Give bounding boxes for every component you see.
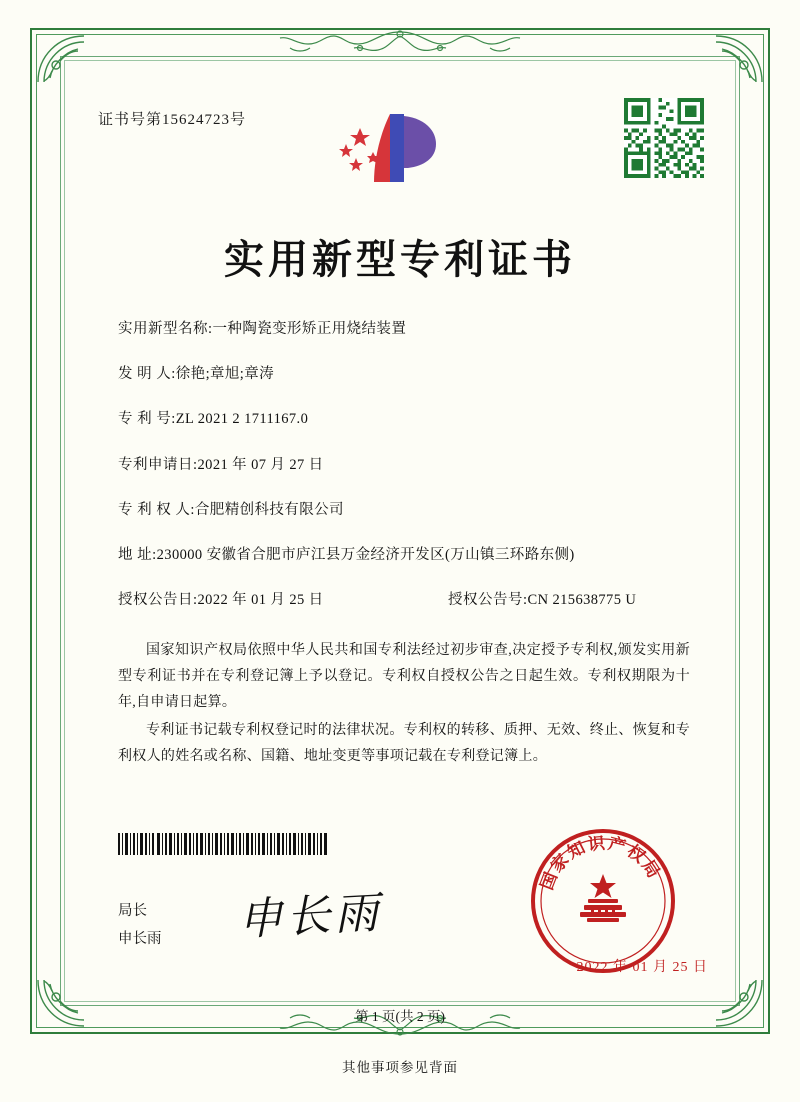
seal-date: 2022 年 01 月 25 日 — [576, 960, 708, 975]
field-value: ZL 2021 2 1711167.0 — [175, 411, 309, 428]
field-value: 徐艳;章旭;章涛 — [175, 366, 275, 383]
corner-ornament-icon — [34, 32, 88, 86]
field-label: 地 址: — [118, 546, 157, 563]
field-label: 专 利 权 人: — [118, 501, 195, 518]
barcode-icon — [118, 833, 328, 855]
seal-text: 国家知识产权局 — [537, 833, 665, 893]
field-label: 发 明 人: — [118, 366, 176, 383]
field-row-grant-announcement — [118, 589, 690, 612]
field-label: 实用新型名称: — [118, 321, 213, 337]
cnipa-logo-icon — [330, 100, 470, 190]
certificate-number: 证书号第15624723号 — [98, 112, 247, 128]
field-value: 一种陶瓷变形矫正用烧结装置 — [212, 321, 407, 337]
official-seal-icon — [528, 826, 678, 976]
field-value: 合肥精创科技有限公司 — [194, 501, 344, 518]
legal-text-section — [118, 638, 690, 771]
corner-ornament-icon — [712, 32, 766, 86]
field-row-application-date — [118, 454, 690, 477]
field-row-address — [118, 544, 690, 567]
field-label: 专 利 号: — [118, 411, 176, 428]
director-label: 局长 — [118, 903, 147, 919]
director-name: 申长雨 — [118, 930, 162, 947]
field-row-patentee — [118, 499, 690, 522]
footer-note: 其他事项参见背面 — [342, 1060, 458, 1075]
signature-block — [118, 898, 162, 953]
field-value: 2021 年 07 月 27 日 — [197, 456, 324, 473]
field-row-utility-model-name — [118, 318, 690, 341]
announcement-number-value: CN 215638775 U — [527, 592, 637, 609]
grant-date-label: 授权公告日: — [118, 592, 198, 609]
grant-date-value: 2022 年 01 月 25 日 — [197, 592, 324, 609]
page-title: 实用新型专利证书 — [224, 237, 576, 282]
field-label: 专利申请日: — [118, 456, 198, 473]
field-value: 230000 安徽省合肥市庐江县万金经济开发区(万山镇三环路东侧) — [156, 546, 575, 563]
page-number: 第 1 页(共 2 页) — [355, 1009, 445, 1024]
field-row-inventors — [118, 363, 690, 386]
handwritten-signature: 申长雨 — [236, 887, 384, 946]
legal-paragraph-1: 国家知识产权局依照中华人民共和国专利法经过初步审查,决定授予专利权,颁发实用新型专利证书并在专利登记簿上予以登记。专利权自授权公告之日起生效。专利权期限为十年,自申请日起算。 — [118, 643, 690, 710]
announcement-number-label: 授权公告号: — [448, 592, 528, 609]
top-scroll-ornament-icon — [250, 26, 550, 65]
fields-section — [118, 318, 690, 634]
field-row-patent-number — [118, 408, 690, 431]
qr-code-icon — [624, 98, 704, 178]
legal-paragraph-2: 专利证书记载专利权登记时的法律状况。专利权的转移、质押、无效、终止、恢复和专利权人的姓名或名称、国籍、地址变更等事项记载在专利登记簿上。 — [118, 722, 690, 764]
